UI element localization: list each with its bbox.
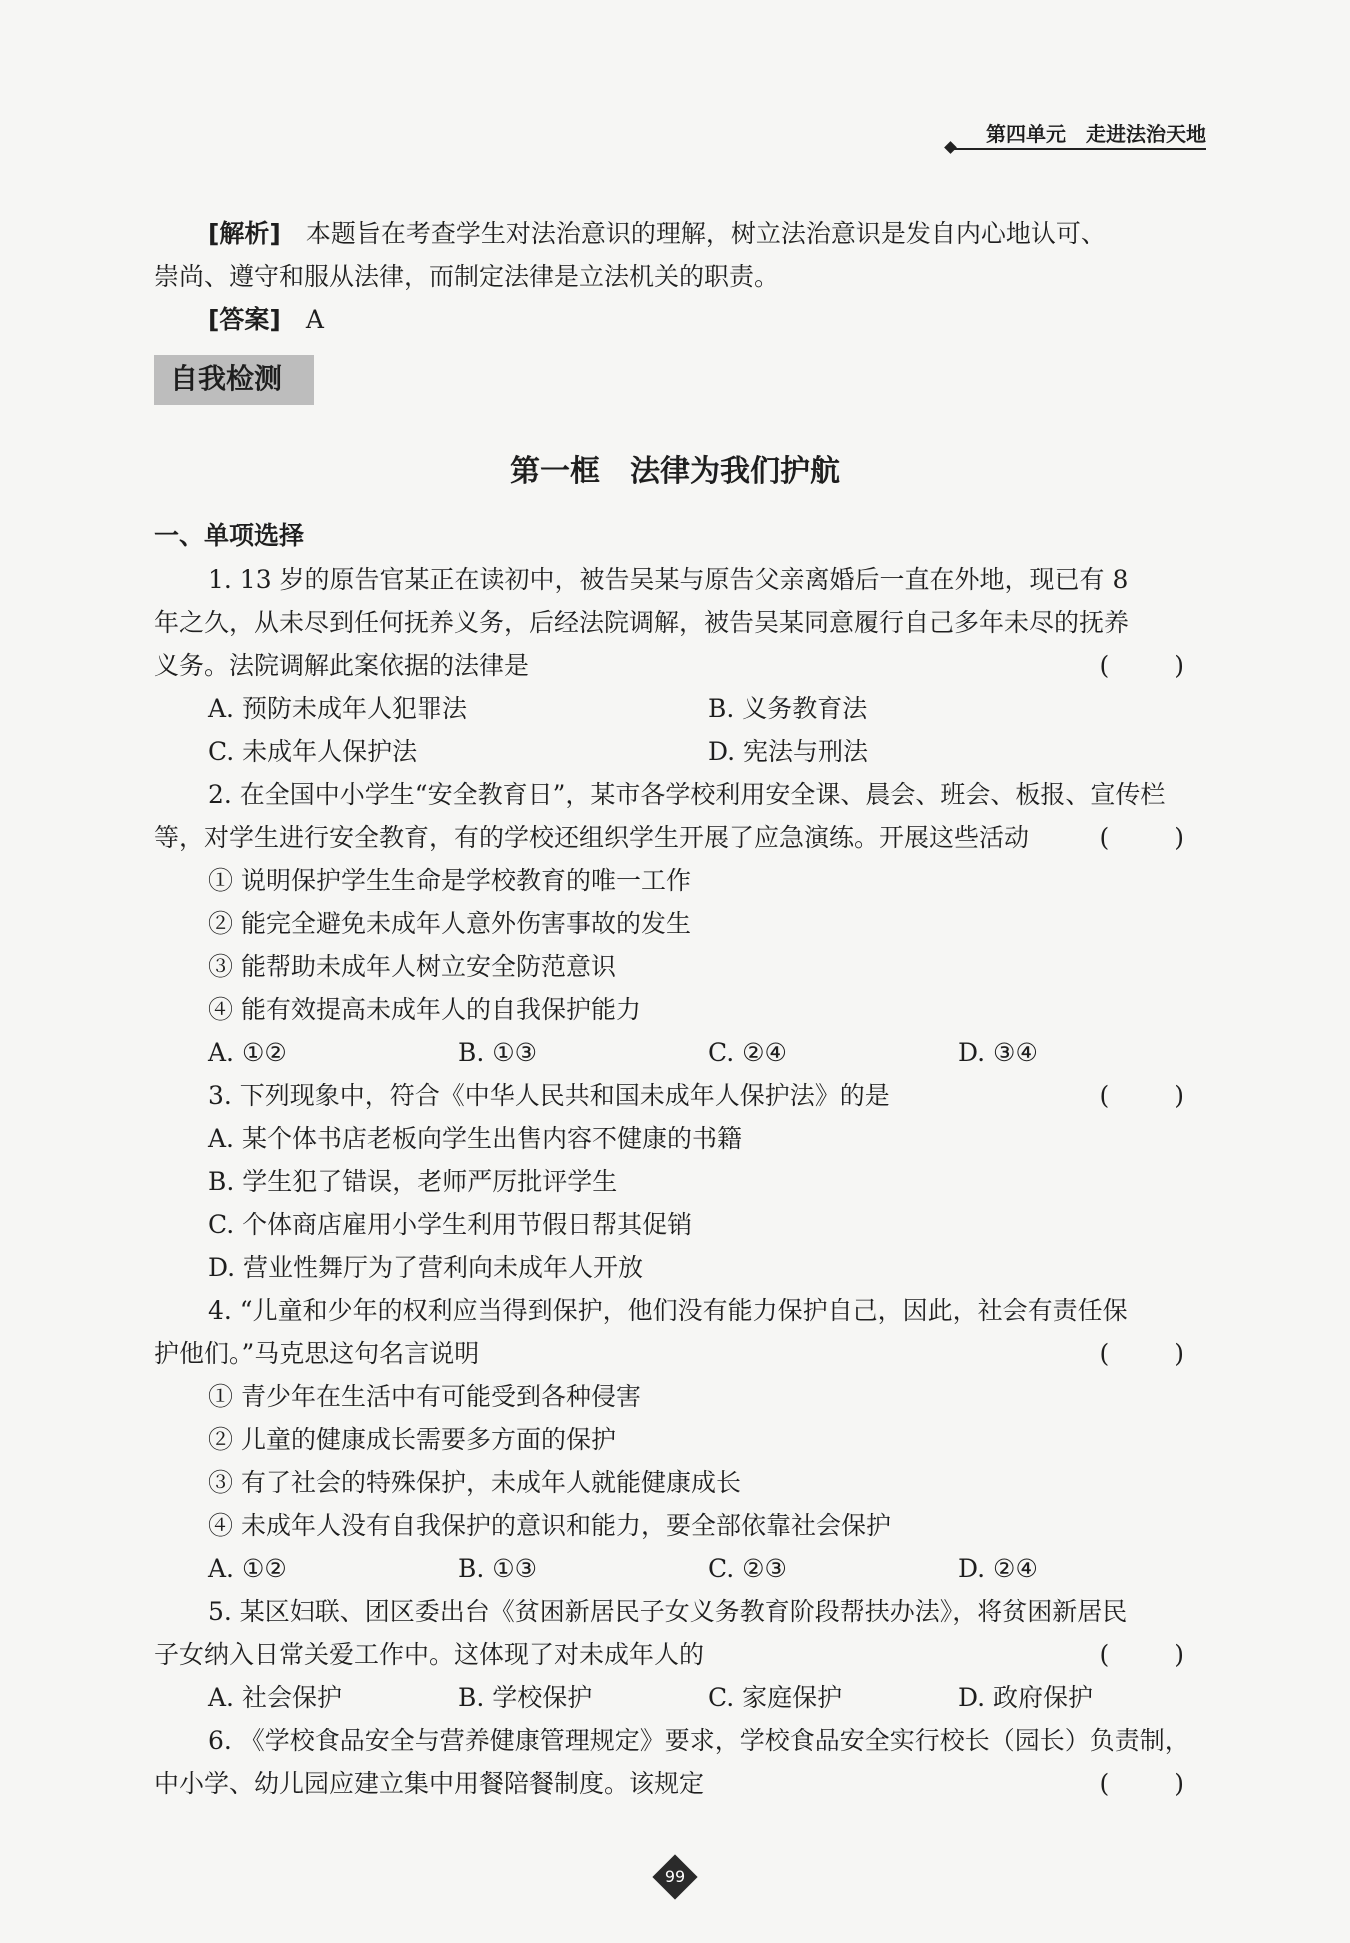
- answer-paren: ( ): [1099, 823, 1204, 852]
- answer-value: A: [305, 305, 324, 334]
- q1-line-3-text: 义务。法院调解此案依据的法律是: [154, 651, 530, 680]
- answer-paren: ( ): [1099, 1339, 1204, 1368]
- subhead: 一、单项选择: [154, 521, 305, 550]
- analysis-line-2: 崇尚、遵守和服从法律，而制定法律是立法机关的职责。: [154, 262, 780, 291]
- q2-statement-4: ④ 能有效提高未成年人的自我保护能力: [208, 995, 641, 1024]
- q5-line-1: 5. 某区妇联、团区委出台《贫困新居民子女义务教育阶段帮扶办法》，将贫困新居民: [208, 1597, 1128, 1626]
- q1-option-c: C. 未成年人保护法: [208, 737, 418, 766]
- section-title: 自我检测: [170, 362, 283, 395]
- q2-statement-2: ② 能完全避免未成年人意外伤害事故的发生: [208, 909, 691, 938]
- q1-option-a: A. 预防未成年人犯罪法: [208, 694, 467, 723]
- q1-line-2: 年之久，从未尽到任何抚养义务，后经法院调解，被告吴某同意履行自己多年未尽的抚养: [154, 608, 1130, 637]
- header-unit: 第四单元: [986, 122, 1066, 146]
- q3-line-1-text: 3. 下列现象中，符合《中华人民共和国未成年人保护法》的是: [208, 1081, 890, 1110]
- q1-line-3: [154, 644, 1204, 688]
- q5-option-a: A. 社会保护: [208, 1683, 342, 1712]
- q5-option-c: C. 家庭保护: [708, 1683, 843, 1712]
- q4-statement-2: ② 儿童的健康成长需要多方面的保护: [208, 1425, 616, 1454]
- answer-paren: ( ): [1099, 1640, 1204, 1669]
- q4-option-d: D. ②④: [958, 1554, 1038, 1583]
- q1-option-d: D. 宪法与刑法: [708, 737, 869, 766]
- q3-option-d: D. 营业性舞厅为了营利向未成年人开放: [208, 1253, 644, 1282]
- q2-options-row: [208, 1031, 1258, 1075]
- q3-option-a: A. 某个体书店老板向学生出售内容不健康的书籍: [208, 1124, 742, 1153]
- q4-options-row: [208, 1547, 1258, 1591]
- q4-line-1: 4. “儿童和少年的权利应当得到保护，他们没有能力保护自己，因此，社会有责任保: [208, 1296, 1128, 1325]
- q4-statement-3: ③ 有了社会的特殊保护，未成年人就能健康成长: [208, 1468, 741, 1497]
- q3-option-b: B. 学生犯了错误，老师严厉批评学生: [208, 1167, 618, 1196]
- q5-line-2-text: 子女纳入日常关爱工作中。这体现了对未成年人的: [154, 1640, 705, 1669]
- q1-line-1: 1. 13 岁的原告官某正在读初中，被告吴某与原告父亲离婚后一直在外地，现已有 8: [208, 565, 1129, 594]
- q5-options-row: [208, 1676, 1258, 1720]
- q4-statement-4: ④ 未成年人没有自我保护的意识和能力，要全部依靠社会保护: [208, 1511, 891, 1540]
- q2-statement-1: ① 说明保护学生生命是学校教育的唯一工作: [208, 866, 691, 895]
- q4-option-c: C. ②③: [708, 1554, 787, 1583]
- answer-paren: ( ): [1099, 1081, 1204, 1110]
- answer-label: [答案]: [208, 305, 281, 334]
- q2-line-1: 2. 在全国中小学生“安全教育日”，某市各学校利用安全课、晨会、班会、板报、宣传栏: [208, 780, 1166, 809]
- answer-paren: ( ): [1099, 651, 1204, 680]
- q2-option-d: D. ③④: [958, 1038, 1038, 1067]
- q6-line-1: 6. 《学校食品安全与营养健康管理规定》要求，学校食品安全实行校长（园长）负责制，: [208, 1726, 1190, 1755]
- q5-option-d: D. 政府保护: [958, 1683, 1094, 1712]
- q3-line-1: [208, 1074, 1204, 1118]
- q2-statement-3: ③ 能帮助未成年人树立安全防范意识: [208, 952, 616, 981]
- q1-option-b: B. 义务教育法: [708, 694, 868, 723]
- header-title: 走进法治天地: [1086, 122, 1206, 146]
- header-text: [986, 118, 1206, 147]
- q4-option-a: A. ①②: [208, 1554, 287, 1583]
- page-number-badge: [652, 1854, 698, 1900]
- header-diamond-icon: [944, 141, 957, 154]
- answer-line: [208, 298, 1258, 342]
- q1-options-row-1: [208, 687, 1258, 731]
- header-rule: [952, 148, 1206, 150]
- q4-line-2: [154, 1332, 1204, 1376]
- frame-title: 第一框 法律为我们护航: [510, 454, 840, 489]
- running-header: [946, 118, 1206, 158]
- q2-line-2: [154, 816, 1204, 860]
- q4-option-b: B. ①③: [458, 1554, 538, 1583]
- q3-option-c: C. 个体商店雇用小学生利用节假日帮其促销: [208, 1210, 693, 1239]
- q6-line-2-text: 中小学、幼儿园应建立集中用餐陪餐制度。该规定: [154, 1769, 705, 1798]
- q6-line-2: [154, 1762, 1204, 1806]
- q2-option-a: A. ①②: [208, 1038, 287, 1067]
- q1-options-row-2: [208, 730, 1258, 774]
- q2-option-c: C. ②④: [708, 1038, 787, 1067]
- analysis-text-1: 本题旨在考查学生对法治意识的理解，树立法治意识是发自内心地认可、: [305, 219, 1106, 248]
- q5-option-b: B. 学校保护: [458, 1683, 593, 1712]
- q4-statement-1: ① 青少年在生活中有可能受到各种侵害: [208, 1382, 641, 1411]
- analysis-label: [解析]: [208, 219, 281, 248]
- page-number: 99: [664, 1867, 686, 1886]
- q4-line-2-text: 护他们。”马克思这句名言说明: [154, 1339, 480, 1368]
- q2-option-b: B. ①③: [458, 1038, 538, 1067]
- q5-line-2: [154, 1633, 1204, 1677]
- analysis-line-1: [208, 212, 1258, 256]
- q2-line-2-text: 等，对学生进行安全教育，有的学校还组织学生开展了应急演练。开展这些活动: [154, 823, 1030, 852]
- answer-paren: ( ): [1099, 1769, 1204, 1798]
